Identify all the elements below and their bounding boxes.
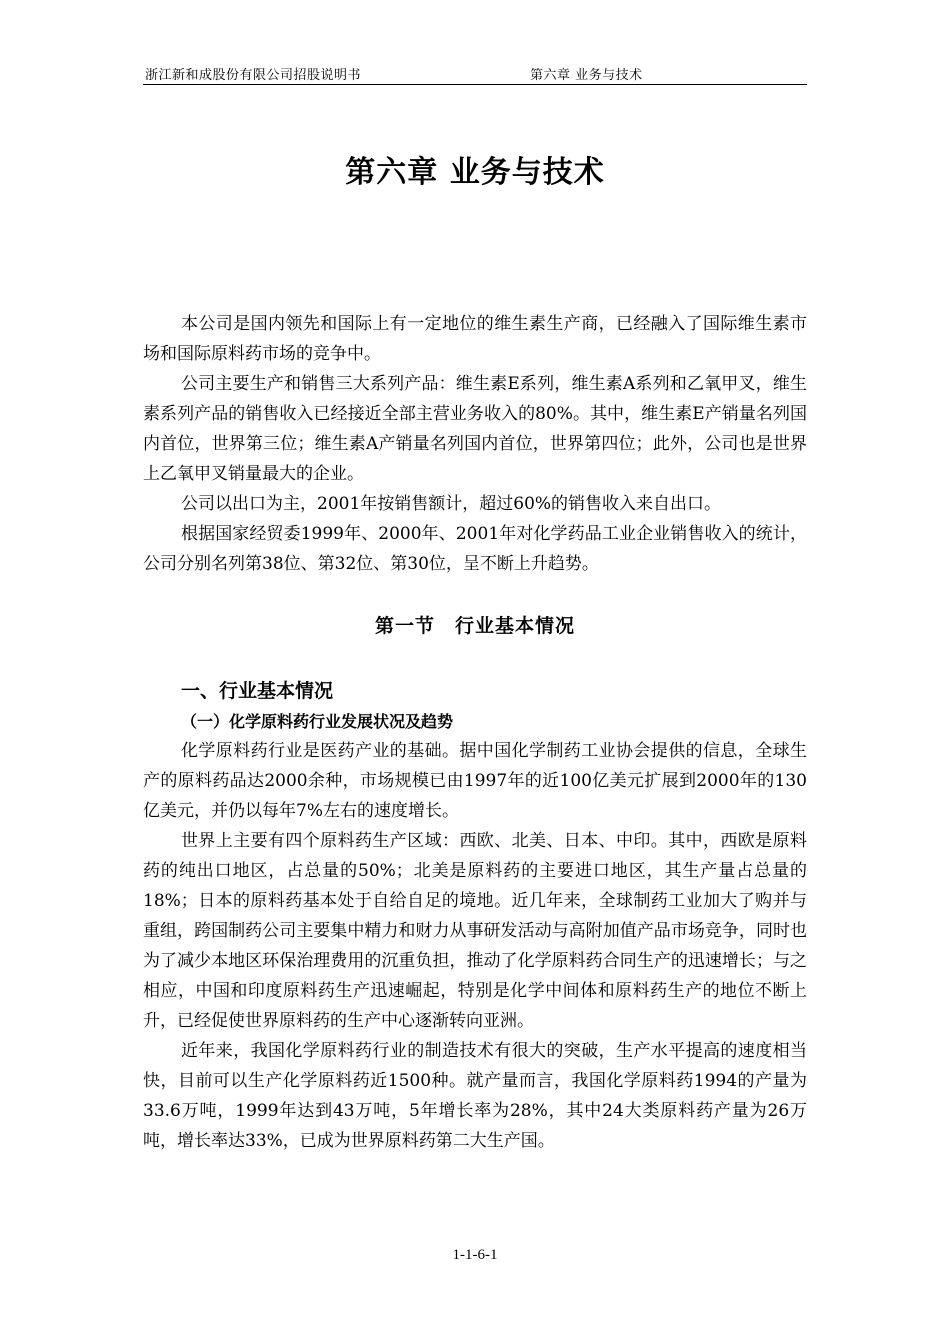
section-paragraph: 化学原料药行业是医药产业的基础。据中国化学制药工业协会提供的信息，全球生产的原料药品达2000余种，市场规模已由1997年的近100亿美元扩展到2000年的130亿美元，并仍以每年7%左右的速度增长。 xyxy=(143,741,807,821)
intro-section xyxy=(143,309,807,579)
header-company-title: 浙江新和成股份有限公司招股说明书 xyxy=(145,68,362,83)
intro-paragraph: 公司以出口为主，2001年按销售额计，超过60%的销售收入来自出口。 xyxy=(181,494,722,514)
intro-paragraph: 根据国家经贸委1999年、2000年、2001年对化学药品工业企业销售收入的统计，公司分别名列第38位、第32位、第30位，呈不断上升趋势。 xyxy=(143,524,807,574)
header-rule xyxy=(143,84,807,85)
heading-level-1: 一、行业基本情况 xyxy=(181,680,334,702)
intro-paragraph: 公司主要生产和销售三大系列产品：维生素E系列，维生素A系列和乙氧甲叉，维生素系列产品的销售收入已经接近全部主营业务收入的80%。其中，维生素E产销量名列国内首位，世界第三位；维生素A产销量名列国内首位，世界第四位；此外，公司也是世界上乙氧甲叉销量最大的企业。 xyxy=(143,374,807,484)
intro-paragraph: 本公司是国内领先和国际上有一定地位的维生素生产商，已经融入了国际维生素市场和国际原料药市场的竞争中。 xyxy=(143,314,807,364)
chapter-title: 第六章 业务与技术 xyxy=(345,155,605,190)
section-paragraph: 世界上主要有四个原料药生产区域：西欧、北美、日本、中印。其中，西欧是原料药的纯出口地区，占总量的50%；北美是原料药的主要进口地区，其生产量占总量的18%；日本的原料药基本处于自给自足的境地。近几年来，全球制药工业加大了购并与重组，跨国制药公司主要集中精力和财力从事研发活动与高附加值产品市场竞争，同时也为了减少本地区环保治理费用的沉重负担，推动了化学原料药合同生产的迅速增长；与之相应，中国和印度原料药生产迅速崛起，特别是化学中间体和原料药生产的地位不断上升，已经促使世界原料药的生产中心逐渐转向亚洲。 xyxy=(143,831,807,1031)
section-paragraph: 近年来，我国化学原料药行业的制造技术有很大的突破，生产水平提高的速度相当快，目前可以生产化学原料药近1500种。就产量而言，我国化学原料药1994的产量为33.6万吨，1999年达到43万吨，5年增长率为28%，其中24大类原料药产量为26万吨，增长率达33%，已成为世界原料药第二大生产国。 xyxy=(143,1041,807,1151)
header-chapter: 第六章 业务与技术 xyxy=(530,68,643,83)
heading-level-2: （一）化学原料药行业发展状况及趋势 xyxy=(181,712,454,731)
page-number: 1-1-6-1 xyxy=(452,1247,498,1263)
section-title: 第一节 行业基本情况 xyxy=(374,615,575,637)
section-body xyxy=(143,736,807,1156)
